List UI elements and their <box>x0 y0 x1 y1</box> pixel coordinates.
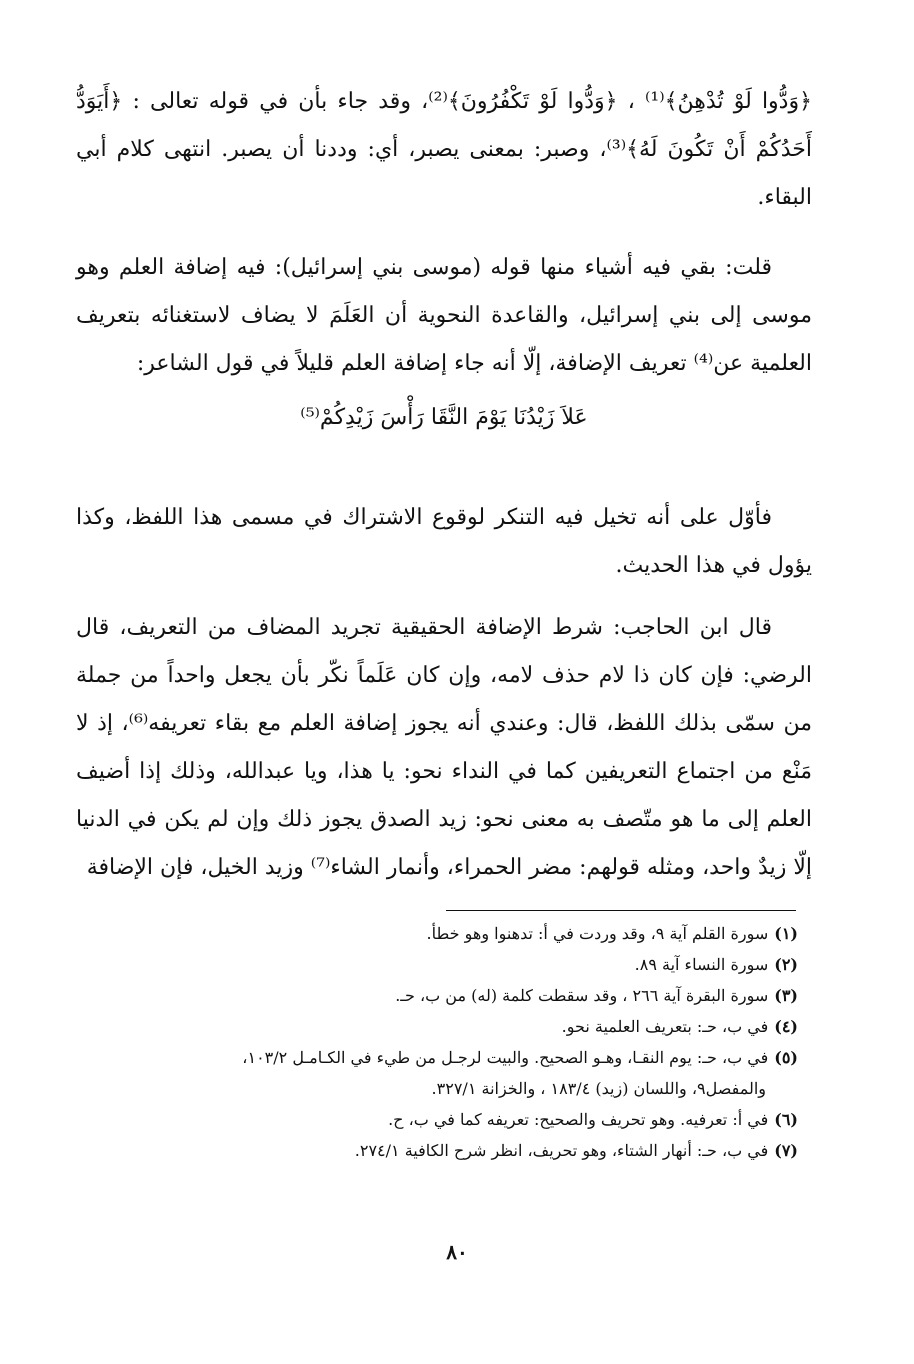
footnote-number: (٥) <box>774 1048 798 1067</box>
footnote-text: في ب، حـ: بتعريف العلمية نحو. <box>561 1017 769 1036</box>
footnote-6 <box>76 1104 798 1135</box>
footnote-separator <box>446 910 796 911</box>
footnote-number: (٣) <box>774 986 798 1005</box>
footnote-text: في ب، حـ: أنهار الشتاء، وهو تحريف، انظر شرح الكافية ٢٧٤/١. <box>354 1141 769 1160</box>
paragraph-1: ﴿وَدُّوا لَوْ تُدْهِنُ﴾⁽¹⁾ ، ﴿وَدُّوا لَوْ تَكْفُرُونَ﴾⁽²⁾، وقد جاء بأن في قوله تعالى : ﴿أَيَوَدُّ أَحَدُكُمْ أَنْ تَكُونَ لَهُ﴾⁽³⁾، وصبر: بمعنى يصبر، أي: وددنا أن يصبر. انتهى كلام أبي البقاء. <box>76 89 812 210</box>
footnote-number: (٧) <box>774 1141 798 1160</box>
footnote-3 <box>76 980 798 1011</box>
page-number: ٨٠ <box>446 1240 468 1264</box>
footnote-5 <box>76 1042 798 1104</box>
footnote-number: (٦) <box>774 1110 798 1129</box>
footnotes <box>76 918 798 1166</box>
footnote-text: في أ: تعرفيه. وهو تحريف والصحيح: تعريفه كما في ب، ح. <box>388 1110 769 1129</box>
footnote-2 <box>76 949 798 980</box>
paragraph-2: قلت: بقي فيه أشياء منها قوله (موسى بني إسرائيل): فيه إضافة العلم وهو موسى إلى بني إسرائيل، والقاعدة النحوية أن العَلَمَ لا يضاف لاستغنائه بتعريف العلمية عن⁽⁴⁾ تعريف الإضافة، إلّا أنه جاء إضافة العلم قليلاً في قول الشاعر: <box>76 255 812 376</box>
footnote-1 <box>76 918 798 949</box>
footnote-number: (٢) <box>774 955 798 974</box>
footnote-4 <box>76 1011 798 1042</box>
footnote-7 <box>76 1135 798 1166</box>
poetry-verse: عَلاَ زَيْدُنَا يَوْمَ النَّقَا رَأْسَ زَيْدِكُمْ⁽⁵⁾ <box>300 405 588 430</box>
paragraph-3: فأوّل على أنه تخيل فيه التنكر لوقوع الاشتراك في مسمى هذا اللفظ، وكذا يؤول في هذا الحديث. <box>76 505 812 578</box>
footnote-text: سورة البقرة آية ٢٦٦ ، وقد سقطت كلمة (له) من ب، حـ. <box>395 986 769 1005</box>
footnote-text: سورة النساء آية ٨٩. <box>634 955 769 974</box>
footnote-text-continued: والمفصل٩، واللسان (زيد) ١٨٣/٤ ، والخزانة ٣٢٧/١. <box>431 1079 766 1098</box>
footnote-number: (٤) <box>774 1017 798 1036</box>
footnote-number: (١) <box>774 924 798 943</box>
footnote-text: سورة القلم آية ٩، وقد وردت في أ: تدهنوا وهو خطأ. <box>426 924 769 943</box>
footnote-text: في ب، حـ: يوم النقـا، وهـو الصحيح. والبيت لرجـل من طيء في الكـامـل ١٠٣/٢، <box>242 1048 769 1067</box>
paragraph-4: قال ابن الحاجب: شرط الإضافة الحقيقية تجريد المضاف من التعريف، قال الرضي: فإن كان ذا لام حذف لامه، وإن كان عَلَماً نكّر بأن يجعل واحداً من جملة من سمّى بذلك اللفظ، قال: وعندي أنه يجوز إضافة العلم مع بقاء تعريفه⁽⁶⁾، إذ لا مَنْع من اجتماع التعريفين كما في النداء نحو: يا هذا، ويا عبدالله، وذلك إذا أضيف العلم إلى ما هو متّصف به معنى نحو: زيد الصدق يجوز ذلك وإن لم يكن في الدنيا إلّا زيدٌ واحد، ومثله قولهم: مضر الحمراء، وأنمار الشاء⁽⁷⁾ وزيد الخيل، فإن الإضافة <box>76 615 812 880</box>
